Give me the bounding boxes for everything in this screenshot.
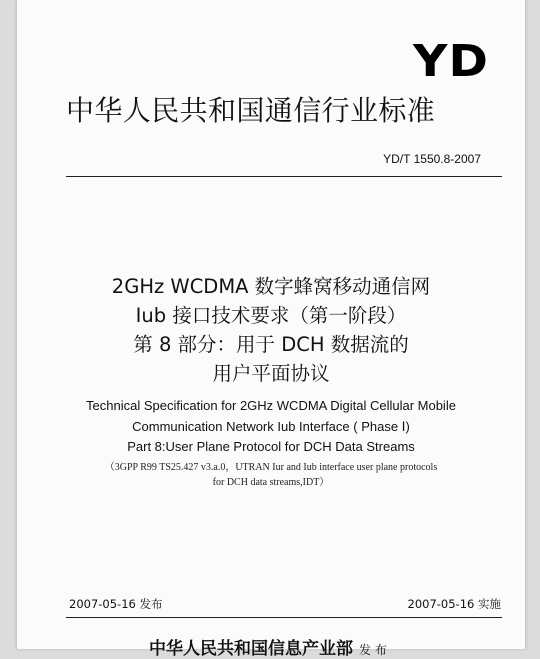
issue-date: 2007-05-16 发布 <box>69 597 163 611</box>
issuer-name: 中华人民共和国信息产业部 <box>149 639 353 659</box>
standard-number: YD/T 1550.8-2007 <box>383 152 481 166</box>
reference-line-2: for DCH data streams,IDT） <box>212 477 330 488</box>
reference-note <box>17 460 525 490</box>
issuer-line <box>149 634 387 659</box>
chinese-title-line-1: 2GHz WCDMA 数字蜂窝移动通信网 <box>111 275 431 298</box>
bottom-divider <box>66 617 502 618</box>
chinese-title-line-3: 第 8 部分：用于 DCH 数据流的 <box>133 333 409 356</box>
standard-title: 中华人民共和国通信行业标准 <box>66 94 436 127</box>
english-title-line-2: Communication Network Iub Interface ( Phase Ⅰ) <box>132 418 410 434</box>
implementation-date: 2007-05-16 实施 <box>407 597 501 611</box>
yd-logo: YD <box>413 36 490 87</box>
chinese-title-line-2: Iub 接口技术要求（第一阶段） <box>135 304 407 327</box>
chinese-title-block <box>17 272 525 388</box>
english-title-line-3: Part 8:User Plane Protocol for DCH Data Streams <box>127 439 415 454</box>
reference-line-1: （3GPP R99 TS25.427 v3.a.0，UTRAN Iur and Iub interface user plane protocols <box>104 462 438 473</box>
document-page <box>16 0 526 659</box>
english-title-line-1: Technical Specification for 2GHz WCDMA Digital Cellular Mobile <box>86 398 456 413</box>
issuer-action: 发 布 <box>359 643 387 657</box>
chinese-title-line-4: 用户平面协议 <box>212 362 330 385</box>
top-divider <box>66 176 502 177</box>
english-title-block <box>17 396 525 458</box>
